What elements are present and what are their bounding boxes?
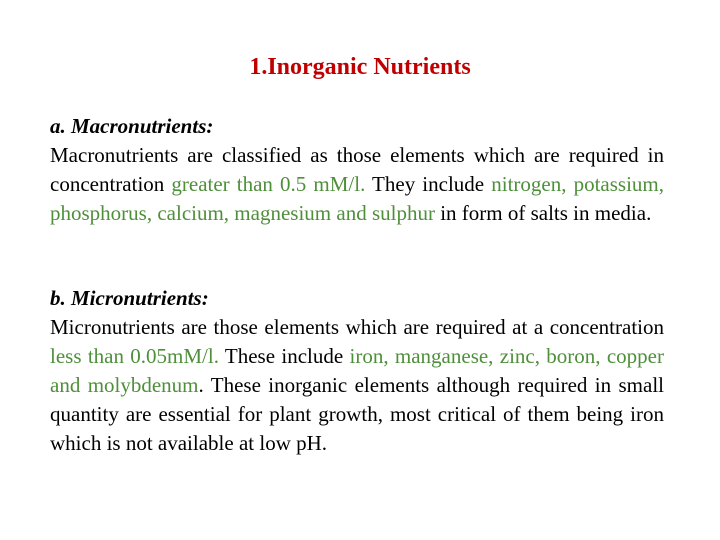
micronutrients-elements-highlight: iron, manganese, zinc, boron, copper and molybdenum (50, 344, 664, 397)
micronutrients-text-2: These include (218, 344, 350, 368)
macronutrients-elements-highlight: nitrogen, potassium, phosphorus, calcium, magnesium and sulphur (50, 172, 664, 225)
macronutrients-paragraph (50, 141, 664, 228)
micronutrients-text-3: . These inorganic elements although required in small quantity are essential for plant growth, most critical of them being iron which is not available at low pH. (50, 373, 665, 455)
macronutrients-concentration-highlight: greater than 0.5 mM/l. (171, 172, 366, 196)
micronutrients-heading: b. Micronutrients: (50, 286, 209, 310)
macronutrients-text-2: They include (365, 172, 492, 196)
slide-title: 1.Inorganic Nutrients (249, 54, 471, 80)
macronutrients-heading: a. Macronutrients: (50, 114, 214, 138)
macronutrients-section (50, 112, 664, 228)
micronutrients-section (50, 284, 664, 458)
macronutrients-text-1: Macronutrients are classified as those elements which are required in concentration (50, 143, 664, 196)
micronutrients-concentration-highlight: less than 0.05mM/l. (50, 344, 219, 368)
micronutrients-text-1: Micronutrients are those elements which are required at a concentration (50, 315, 664, 339)
micronutrients-paragraph (50, 313, 664, 458)
macronutrients-text-3: in form of salts in media. (434, 201, 652, 225)
